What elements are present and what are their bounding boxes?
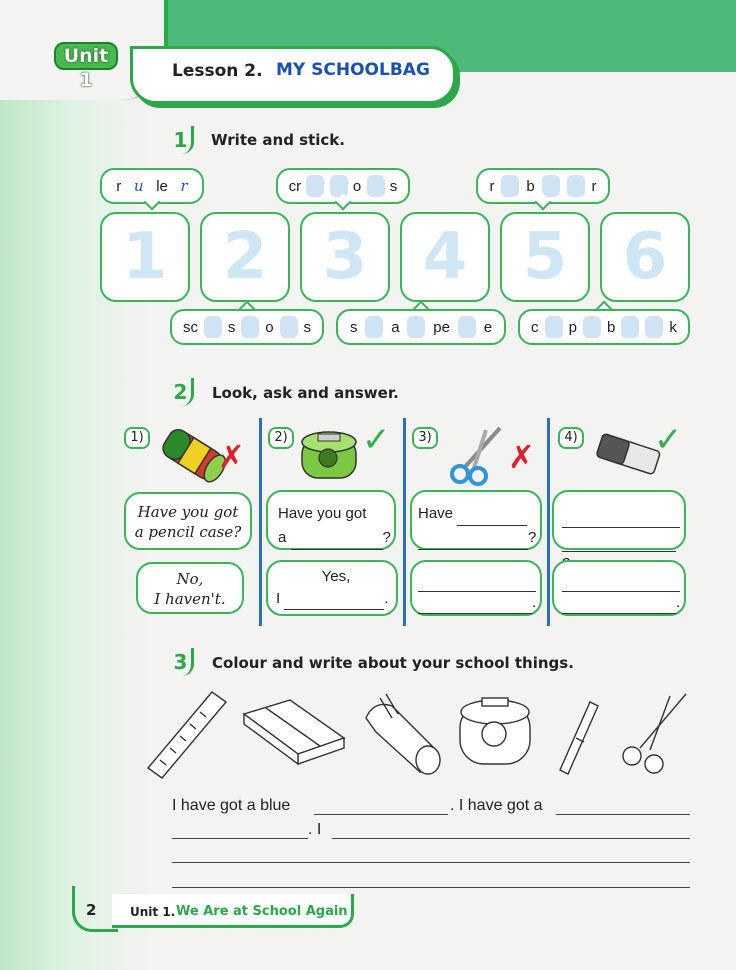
question-line-2 [418,526,540,550]
answer-blank[interactable] [291,536,383,550]
sharpener-outline-icon [460,698,530,764]
letter: o [265,318,274,336]
answer-blank[interactable] [418,536,528,550]
answer-line-2 [276,588,396,610]
question-bubble-4 [552,490,686,550]
answer-bubble-4 [552,560,686,616]
write-line-1-middle: . I have got a [450,797,543,814]
exercise-3-number: 3 [170,648,194,676]
question-bubble-2 [266,490,396,550]
letter-blank[interactable] [306,175,324,197]
lesson-title: MY SCHOOLBAG [276,60,430,80]
word-box [170,309,324,345]
letter-blank[interactable] [501,175,519,197]
check-mark-icon: ✓ [654,420,683,460]
letter-blank[interactable] [407,316,425,338]
letter: a [391,318,400,336]
letter: cr [288,177,302,195]
school-things-outlines [140,688,700,788]
page-number: 2 [86,901,97,919]
writing-line[interactable] [556,814,690,815]
answer-blank[interactable] [562,600,676,614]
letter: s [349,318,358,336]
answer-word: I [276,590,281,607]
answer-bubble-1 [136,562,244,614]
writing-line[interactable] [314,814,448,815]
answer-line-2 [562,592,684,614]
word-box [336,309,506,345]
letter: c [531,318,539,336]
answer-blank[interactable] [418,600,532,614]
letter: r [489,177,495,195]
letter: pe [433,318,450,336]
item-2-number: 2) [268,427,294,449]
answer-blank[interactable] [562,538,676,552]
answer-blank[interactable] [457,512,527,526]
sticker-card-3[interactable]: 3 [300,212,390,302]
answer-line [418,570,540,592]
letter: k [669,318,677,336]
letter: u [133,177,144,195]
cross-mark-icon: ✗ [218,438,245,476]
writing-line[interactable] [172,838,308,839]
letter: sc [182,318,198,336]
writing-line[interactable] [172,887,690,888]
letter: r [180,177,188,195]
question-line: Have you got [137,503,239,521]
footer-unit-title: We Are at School Again [176,904,348,919]
write-line-1-start: I have got a blue [172,797,291,814]
letter: e [483,318,493,336]
question-line-2 [278,526,394,550]
exercise-3-title: Colour and write about your school things. [212,654,574,672]
question-mark: ? [528,529,537,546]
letter-blank[interactable] [583,316,601,338]
answer-bubble-2 [266,560,398,616]
letter-blank[interactable] [567,175,585,197]
answer-blank[interactable] [284,596,384,610]
answer-line: I haven't. [154,590,226,608]
question-line [418,502,540,526]
letter-blank[interactable] [367,175,385,197]
period: . [676,594,681,611]
column-divider [403,418,406,626]
letter-blank[interactable] [645,316,663,338]
answer-bubble-3 [410,560,542,616]
pen-outline-icon [560,702,598,774]
period: . [384,590,389,607]
item-1-number: 1) [124,427,150,449]
letter-blank[interactable] [545,316,563,338]
letter: b [526,177,535,195]
letter: r [591,177,597,195]
letter: b [606,318,616,336]
sticker-card-6[interactable]: 6 [600,212,690,302]
sticker-card-2[interactable]: 2 [200,212,290,302]
write-line-2-start: . I [308,821,322,838]
column-divider [259,418,262,626]
answer-blank[interactable] [562,578,680,592]
period: . [532,594,537,611]
letter-blank[interactable] [280,316,298,338]
cross-mark-icon: ✗ [508,438,535,476]
column-divider [547,418,550,626]
question-bubble-3 [410,490,542,550]
writing-line[interactable] [172,862,690,863]
letter-blank[interactable] [365,316,383,338]
exercise-2-title: Look, ask and answer. [212,384,399,402]
letter: o [352,177,362,195]
scissors-outline-icon [623,694,686,773]
exercise-1-title: Write and stick. [211,131,345,149]
letter-blank[interactable] [330,175,348,197]
unit-badge: Unit 1 [54,42,118,70]
letter: p [568,318,577,336]
letter: s [227,318,236,336]
letter-blank[interactable] [241,316,259,338]
check-mark-icon: ✓ [362,420,391,460]
lesson-label: Lesson 2. [172,61,263,81]
letter: s [303,318,311,336]
letter-blank[interactable] [542,175,560,197]
item-4-number: 4) [558,427,584,449]
sticker-card-5[interactable]: 5 [500,212,590,302]
item-3-number: 3) [412,427,438,449]
answer-line-2 [418,592,540,614]
footer-unit-label: Unit 1. [130,905,176,919]
answer-blank[interactable] [562,514,680,528]
answer-line [562,570,684,592]
sharpener-icon [298,424,360,484]
answer-line: No, [176,570,204,588]
question-bubble-1 [124,492,252,550]
question-mark: ? [382,529,391,546]
answer-line: Yes, [321,568,351,585]
rubber-outline-icon [244,700,344,764]
writing-line[interactable] [332,838,690,839]
answer-blank[interactable] [418,578,536,592]
question-word: a [278,529,287,546]
letter: le [156,177,168,195]
sticker-card-1[interactable]: 1 [100,212,190,302]
letter: s [389,177,398,195]
question-line [562,504,684,528]
letter-blank[interactable] [621,316,639,338]
ruler-icon [148,692,226,778]
question-word: Have [418,505,454,522]
letter-blank[interactable] [458,316,476,338]
sticker-card-4[interactable]: 4 [400,212,490,302]
letter-blank[interactable] [204,316,222,338]
exercise-1-number: 1 [170,126,194,154]
question-line: Have you got [278,505,367,522]
exercise-2-number: 2 [170,378,194,406]
pencil-case-outline-icon [366,694,440,774]
word-box [518,309,690,345]
scissors-icon [446,424,506,488]
question-line: a pencil case? [134,523,242,541]
letter: r [116,177,122,195]
